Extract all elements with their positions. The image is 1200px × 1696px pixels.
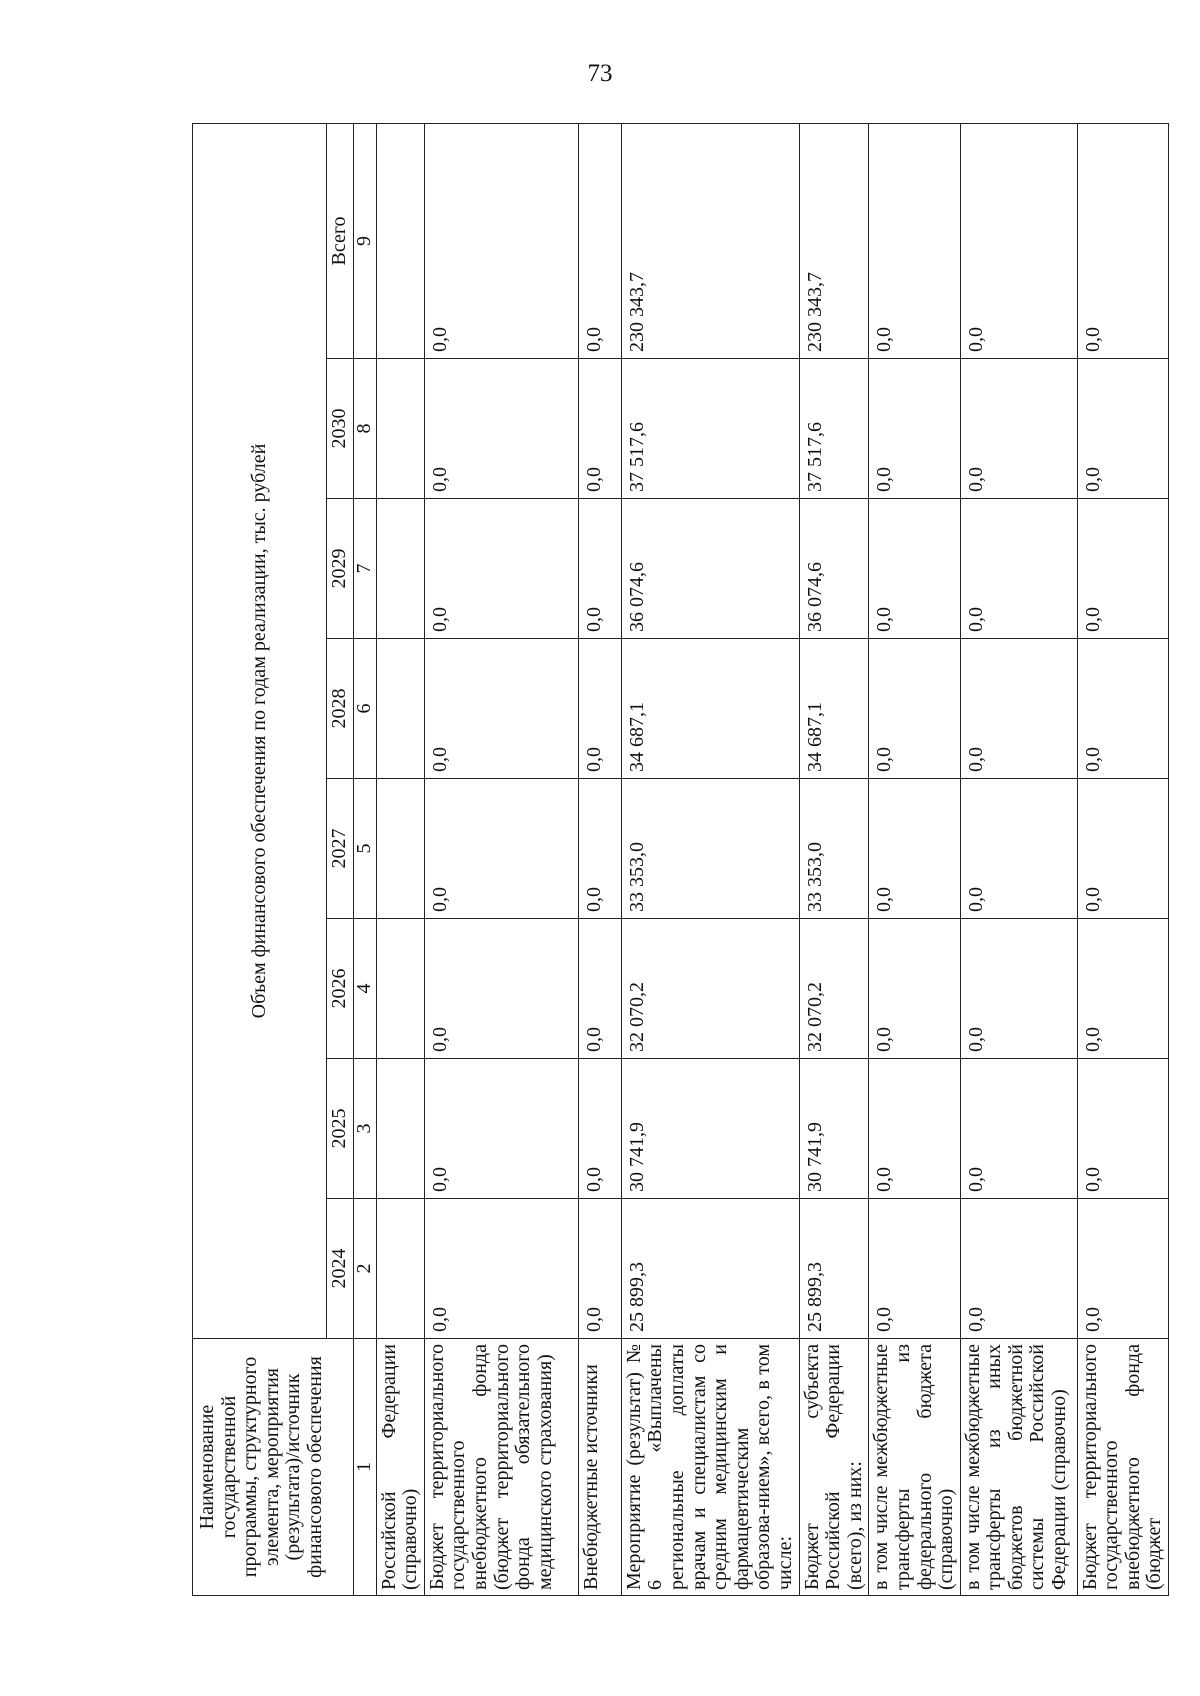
value-cell: 0,0 xyxy=(960,639,1077,779)
value-cell: 0,0 xyxy=(578,919,621,1059)
value-cell: 0,0 xyxy=(1077,499,1168,639)
row-name-cell: Российской Федерации (справочно) xyxy=(376,1339,424,1596)
year-header-cell: 2025 xyxy=(327,1059,354,1199)
value-cell: 0,0 xyxy=(1077,1059,1168,1199)
value-cell: 0,0 xyxy=(869,1199,960,1339)
column-index-cell: 6 xyxy=(353,639,376,779)
value-cell: 0,0 xyxy=(869,1059,960,1199)
value-cell: 0,0 xyxy=(578,779,621,919)
value-cell: 32 070,2 xyxy=(799,919,869,1059)
column-index-row xyxy=(353,123,376,1595)
year-header-cell: Всего xyxy=(327,123,354,358)
column-index-cell: 8 xyxy=(353,359,376,499)
row-name-cell: Внебюджетные источники xyxy=(578,1339,621,1596)
value-cell: 0,0 xyxy=(1077,1199,1168,1339)
column-index-cell: 3 xyxy=(353,1059,376,1199)
value-cell xyxy=(376,359,424,499)
row-name-cell: Бюджет территориального государственного внебюджетного фонда (бюджет xyxy=(1077,1339,1168,1596)
value-cell: 0,0 xyxy=(960,499,1077,639)
value-cell: 0,0 xyxy=(578,1059,621,1199)
value-cell xyxy=(376,1199,424,1339)
table-frame xyxy=(192,124,1166,1596)
value-cell: 25 899,3 xyxy=(621,1199,799,1339)
value-cell: 34 687,1 xyxy=(799,639,869,779)
year-header-cell: 2024 xyxy=(327,1199,354,1339)
value-cell xyxy=(376,1059,424,1199)
table-row xyxy=(799,123,869,1595)
table-body xyxy=(376,123,1168,1595)
row-name-cell: Бюджет территориального государственного внебюджетного фонда (бюджет территориального фонда обязательного медицинского страхования) xyxy=(424,1339,578,1596)
value-cell: 0,0 xyxy=(578,499,621,639)
value-cell xyxy=(376,779,424,919)
column-index-cell: 5 xyxy=(353,779,376,919)
value-cell xyxy=(376,919,424,1059)
table-row xyxy=(1077,123,1168,1595)
year-header-cell: 2030 xyxy=(327,359,354,499)
value-cell: 0,0 xyxy=(960,1199,1077,1339)
column-index-cell: 4 xyxy=(353,919,376,1059)
header-group-cell: Объем финансового обеспечения по годам реализации, тыс. рублей xyxy=(193,123,327,1338)
column-index-cell: 2 xyxy=(353,1199,376,1339)
value-cell: 0,0 xyxy=(960,359,1077,499)
value-cell: 36 074,6 xyxy=(799,499,869,639)
value-cell: 0,0 xyxy=(424,639,578,779)
rotated-table-container xyxy=(192,124,1166,1596)
row-name-cell: в том числе межбюджетные трансферты из иных бюджетов бюджетной системы Российской Федерации (справочно) xyxy=(960,1339,1077,1596)
value-cell: 0,0 xyxy=(960,919,1077,1059)
table-row xyxy=(869,123,960,1595)
row-name-cell: Бюджет субъекта Российской Федерации (всего), из них: xyxy=(799,1339,869,1596)
value-cell xyxy=(376,123,424,358)
value-cell: 0,0 xyxy=(424,1199,578,1339)
value-cell: 33 353,0 xyxy=(799,779,869,919)
value-cell: 0,0 xyxy=(1077,639,1168,779)
value-cell: 230 343,7 xyxy=(799,123,869,358)
value-cell: 0,0 xyxy=(578,639,621,779)
year-header-cell: 2028 xyxy=(327,639,354,779)
value-cell: 25 899,3 xyxy=(799,1199,869,1339)
value-cell: 0,0 xyxy=(424,1059,578,1199)
financing-table xyxy=(192,123,1169,1596)
column-index-cell: 1 xyxy=(353,1339,376,1596)
page-number: 73 xyxy=(587,60,613,87)
value-cell: 0,0 xyxy=(869,499,960,639)
table-row xyxy=(424,123,578,1595)
row-name-cell: в том числе межбюджетные трансферты из федерального бюджета (справочно) xyxy=(869,1339,960,1596)
year-header-cell: 2029 xyxy=(327,499,354,639)
value-cell: 0,0 xyxy=(960,1059,1077,1199)
value-cell: 0,0 xyxy=(424,359,578,499)
value-cell: 230 343,7 xyxy=(621,123,799,358)
value-cell: 0,0 xyxy=(869,123,960,358)
column-index-cell: 9 xyxy=(353,123,376,358)
value-cell: 0,0 xyxy=(869,359,960,499)
year-header-cell: 2027 xyxy=(327,779,354,919)
value-cell: 0,0 xyxy=(960,779,1077,919)
value-cell: 0,0 xyxy=(424,779,578,919)
value-cell: 0,0 xyxy=(424,919,578,1059)
value-cell: 0,0 xyxy=(1077,919,1168,1059)
value-cell: 34 687,1 xyxy=(621,639,799,779)
value-cell: 0,0 xyxy=(578,123,621,358)
header-name-cell: Наименование государственной программы, структурного элемента, мероприятия (результата)/источник финансового обеспечения xyxy=(193,1339,354,1596)
table-row xyxy=(960,123,1077,1595)
value-cell: 0,0 xyxy=(869,919,960,1059)
value-cell: 30 741,9 xyxy=(799,1059,869,1199)
table-row xyxy=(376,123,424,1595)
value-cell: 33 353,0 xyxy=(621,779,799,919)
value-cell: 0,0 xyxy=(424,499,578,639)
table-row xyxy=(578,123,621,1595)
row-name-cell: Мероприятие (результат) № 6 «Выплачены региональные доплаты врачам и специалистам со средним медицинским и фармацевтическим образова-нием», всего, в том числе: xyxy=(621,1339,799,1596)
value-cell: 0,0 xyxy=(578,359,621,499)
value-cell xyxy=(376,499,424,639)
value-cell: 0,0 xyxy=(1077,779,1168,919)
value-cell: 0,0 xyxy=(869,779,960,919)
value-cell: 0,0 xyxy=(578,1199,621,1339)
value-cell: 37 517,6 xyxy=(799,359,869,499)
table-row xyxy=(621,123,799,1595)
value-cell xyxy=(376,639,424,779)
value-cell: 0,0 xyxy=(960,123,1077,358)
year-header-cell: 2026 xyxy=(327,919,354,1059)
value-cell: 0,0 xyxy=(424,123,578,358)
value-cell: 0,0 xyxy=(1077,359,1168,499)
value-cell: 0,0 xyxy=(1077,123,1168,358)
value-cell: 36 074,6 xyxy=(621,499,799,639)
column-index-cell: 7 xyxy=(353,499,376,639)
value-cell: 30 741,9 xyxy=(621,1059,799,1199)
value-cell: 32 070,2 xyxy=(621,919,799,1059)
value-cell: 0,0 xyxy=(869,639,960,779)
value-cell: 37 517,6 xyxy=(621,359,799,499)
